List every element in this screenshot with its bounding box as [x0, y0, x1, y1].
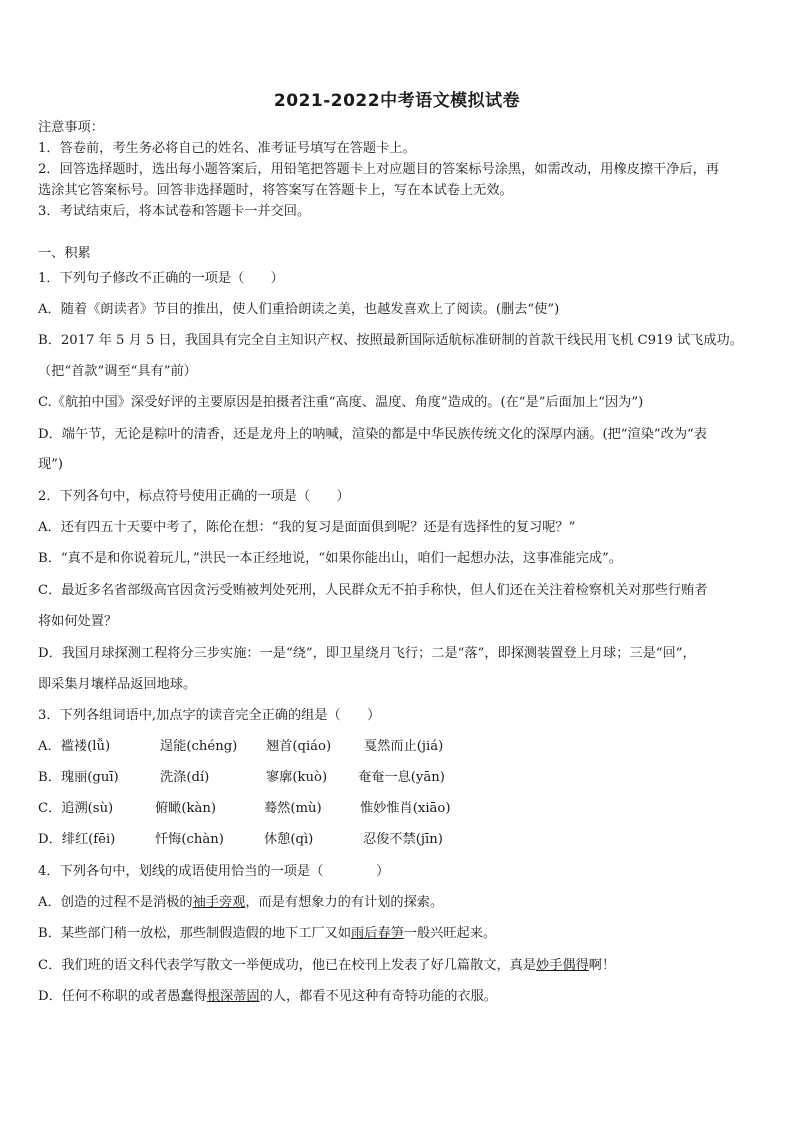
- text-segment: 的人，都看不见这种有奇特功能的衣服。: [259, 989, 497, 1004]
- text-segment: D．任何不称职的或者愚蠢得: [38, 989, 207, 1004]
- q2-option-c: C．最近多名省部级高官因贪污受贿被判处死刑，人民群众无不拍手称快，但人们还在关注着检察机关对那些行贿者: [38, 583, 708, 598]
- section-heading: 一、积累: [38, 246, 91, 261]
- text-segment: A．创造的过程不是消极的: [38, 895, 193, 910]
- underlined-idiom: 根深蒂固: [206, 989, 260, 1004]
- note-item: 选涂其它答案标号。回答非选择题时，将答案写在答题卡上，写在本试卷上无效。: [38, 183, 513, 198]
- q3-word: 惟妙惟肖(xiāo): [360, 801, 451, 816]
- q2-option-d-cont: 即采集月壤样品返回地球。: [38, 677, 197, 692]
- q3-word: C．追溯(sù): [38, 801, 114, 816]
- q2-option-d: D．我国月球探测工程将分三步实施：一是“绕”，即卫星绕月飞行；二是“落”，即探测装置登上月球；三是“回”，: [38, 646, 696, 661]
- note-item: 2．回答选择题时，选出每小题答案后，用铅笔把答题卡上对应题目的答案标号涂黑，如需改动，用橡皮擦干净后，再: [38, 162, 719, 177]
- note-item: 3．考试结束后，将本试卷和答题卡一并交回。: [38, 204, 311, 219]
- q4-option-a: [38, 894, 760, 912]
- text-segment: ，而是有想象力的有计划的探索。: [245, 895, 444, 910]
- question-2-stem: 2．下列各句中，标点符号使用正确的一项是（ ）: [38, 489, 350, 504]
- note-item: 1．答卷前，考生务必将自己的姓名、准考证号填写在答题卡上。: [38, 141, 416, 156]
- q3-word: 寥廓(kuò): [266, 770, 328, 785]
- q3-word: 休憩(qì): [264, 832, 314, 847]
- q3-word: 蓦然(mù): [264, 801, 322, 816]
- q3-word: B．瑰丽(guī): [38, 770, 119, 785]
- q3-word: 忍俊不禁(jīn): [363, 832, 443, 847]
- q1-option-a: A．随着《朗读者》节目的推出，使人们重拾朗读之美，也越发喜欢上了阅读。(删去“使”): [38, 302, 560, 317]
- question-4-stem: 4．下列各句中，划线的成语使用恰当的一项是（ ）: [38, 864, 390, 879]
- q2-option-c-cont: 将如何处置？: [38, 614, 118, 629]
- notes-heading: 注意事项：: [38, 120, 104, 135]
- q4-option-b: [38, 925, 760, 943]
- q1-option-d: D．端午节，无论是粽叶的清香，还是龙舟上的呐喊，渲染的都是中华民族传统文化的深厚内涵。(把“渲染”改为“表: [38, 427, 707, 442]
- question-1-stem: 1．下列句子修改不正确的一项是（ ）: [38, 271, 284, 286]
- q2-option-b: B．“真不是和你说着玩儿，”洪民一本正经地说，“如果你能出山，咱们一起想办法，这事准能完成”。: [38, 551, 622, 566]
- exam-title: 2021-2022中考语文模拟试卷: [273, 91, 521, 111]
- q3-option-c: [38, 800, 760, 818]
- underlined-idiom: 妙手偶得: [536, 958, 589, 973]
- q4-option-c: [38, 957, 760, 975]
- q3-word: 洗涤(dí): [160, 770, 210, 785]
- q3-option-d: [38, 831, 760, 849]
- text-segment: 啊！: [588, 958, 616, 973]
- q3-word: 俯瞰(kàn): [155, 801, 217, 816]
- question-3-stem: 3．下列各组词语中,加点字的读音完全正确的组是（ ）: [38, 708, 381, 723]
- q3-word: 奄奄一息(yān): [358, 770, 445, 785]
- text-segment: 一般兴旺起来。: [403, 926, 497, 941]
- q1-option-d-cont: 现”): [38, 457, 64, 472]
- text-segment: B．某些部门稍一放松，那些制假造假的地下工厂又如: [38, 926, 352, 941]
- q1-option-b-cont: （把“首款”调至“具有”前）: [38, 364, 197, 379]
- underlined-idiom: 雨后春笋: [351, 926, 404, 941]
- q3-word: 戛然而止(jiá): [364, 739, 444, 754]
- q3-word: 忏悔(chàn): [155, 832, 224, 847]
- q1-option-b: B．2017 年 5 月 5 日，我国具有完全自主知识产权、按照最新国际适航标准研制的首款干线民用飞机 C919 试飞成功。: [38, 333, 743, 348]
- q4-option-d: [38, 988, 760, 1006]
- underlined-idiom: 袖手旁观: [192, 895, 246, 910]
- q3-word: 逞能(chéng): [160, 739, 238, 754]
- q3-word: D．绯红(fēi): [38, 832, 116, 847]
- q2-option-a: A．还有四五十天要中考了，陈伦在想：“我的复习是面面俱到呢？还是有选择性的复习呢？”: [38, 520, 576, 535]
- q3-option-a: [38, 738, 760, 756]
- text-segment: C．我们班的语文科代表学写散文一举便成功，他已在校刊上发表了好几篇散文，真是: [38, 958, 537, 973]
- q3-word: A．褴褛(lǚ): [38, 739, 111, 754]
- q3-word: 翘首(qiáo): [266, 739, 332, 754]
- q1-option-c: C.《航拍中国》深受好评的主要原因是拍摄者注重“高度、温度、角度”造成的。(在“是”后面加上“因为”): [38, 395, 644, 410]
- q3-option-b: [38, 769, 760, 787]
